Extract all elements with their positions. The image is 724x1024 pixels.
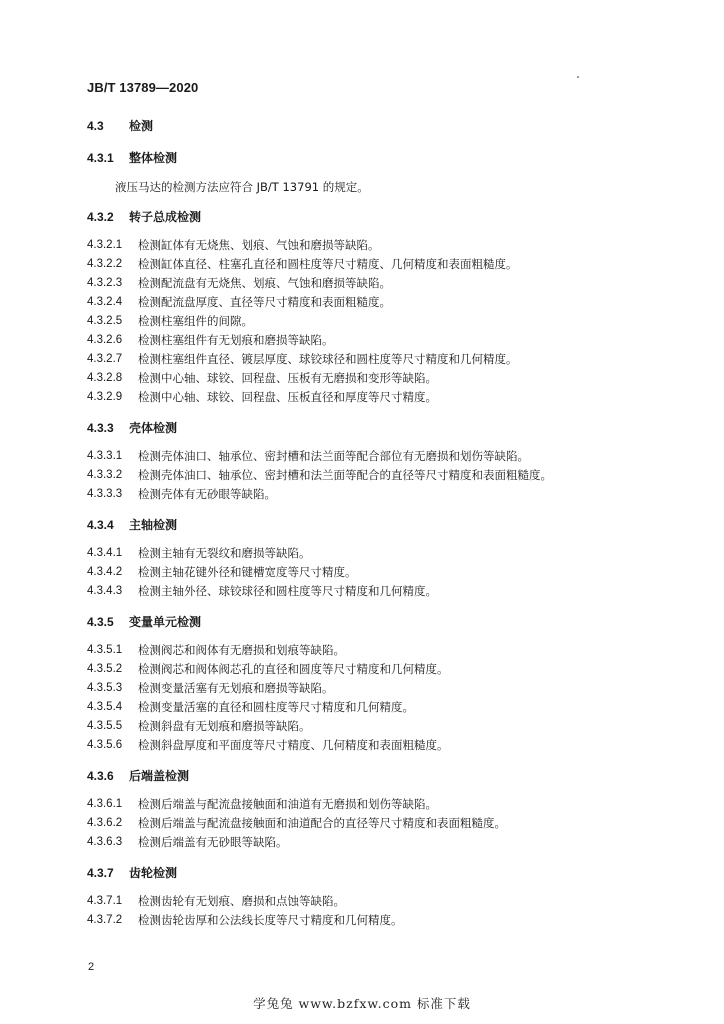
document-body xyxy=(87,117,647,929)
section-heading xyxy=(87,208,647,225)
clause-text: 检测斜盘有无划痕和磨损等缺陷。 xyxy=(138,718,311,733)
clause-number: 4.3.2.2 xyxy=(87,257,123,270)
clause-number: 4.3.5.4 xyxy=(87,700,123,713)
section-4-3-3 xyxy=(87,419,647,503)
section-title: 后端盖检测 xyxy=(129,769,190,783)
clause-item xyxy=(87,543,647,562)
section-4-3-1 xyxy=(87,149,647,195)
clause-item xyxy=(87,678,647,697)
clause-number: 4.3.5.5 xyxy=(87,719,123,732)
clause-number: 4.3.6.1 xyxy=(87,797,123,810)
clause-list xyxy=(87,640,647,754)
section-number: 4.3.7 xyxy=(87,865,114,880)
clause-item xyxy=(87,813,647,832)
section-title: 转子总成检测 xyxy=(129,210,202,224)
clause-item xyxy=(87,581,647,600)
clause-text: 检测齿轮齿厚和公法线长度等尺寸精度和几何精度。 xyxy=(138,912,403,927)
clause-number: 4.3.5.3 xyxy=(87,681,123,694)
section-heading xyxy=(87,117,647,134)
clause-text: 检测阀芯和阀体阀芯孔的直径和圆度等尺寸精度和几何精度。 xyxy=(138,661,449,676)
clause-text: 检测柱塞组件直径、镀层厚度、球铰球径和圆柱度等尺寸精度和几何精度。 xyxy=(138,351,518,366)
section-4-3 xyxy=(87,117,647,134)
section-4-3-4 xyxy=(87,516,647,600)
clause-text: 检测后端盖与配流盘接触面和油道有无磨损和划伤等缺陷。 xyxy=(138,796,437,811)
clause-list xyxy=(87,235,647,406)
section-heading xyxy=(87,516,647,533)
clause-item xyxy=(87,387,647,406)
scan-speck xyxy=(577,76,579,78)
clause-item xyxy=(87,446,647,465)
clause-item xyxy=(87,910,647,929)
section-number: 4.3 xyxy=(87,118,104,133)
clause-item xyxy=(87,292,647,311)
section-number: 4.3.2 xyxy=(87,209,114,224)
clause-item xyxy=(87,891,647,910)
clause-text: 检测缸体直径、柱塞孔直径和圆柱度等尺寸精度、几何精度和表面粗糙度。 xyxy=(138,256,518,271)
clause-number: 4.3.7.1 xyxy=(87,894,123,907)
section-number: 4.3.3 xyxy=(87,420,114,435)
clause-text: 检测壳体油口、轴承位、密封槽和法兰面等配合部位有无磨损和划伤等缺陷。 xyxy=(138,448,529,463)
clause-number: 4.3.5.6 xyxy=(87,738,123,751)
clause-item xyxy=(87,254,647,273)
clause-text: 检测壳体油口、轴承位、密封槽和法兰面等配合的直径等尺寸精度和表面粗糙度。 xyxy=(138,467,552,482)
clause-item xyxy=(87,349,647,368)
clause-text: 检测后端盖有无砂眼等缺陷。 xyxy=(138,834,288,849)
clause-number: 4.3.2.3 xyxy=(87,276,123,289)
section-4-3-7 xyxy=(87,864,647,929)
clause-item xyxy=(87,716,647,735)
section-title: 壳体检测 xyxy=(129,421,178,435)
section-heading xyxy=(87,149,647,166)
section-heading xyxy=(87,767,647,784)
clause-number: 4.3.2.7 xyxy=(87,352,123,365)
clause-item xyxy=(87,832,647,851)
section-heading xyxy=(87,419,647,436)
clause-text: 检测缸体有无烧焦、划痕、气蚀和磨损等缺陷。 xyxy=(138,237,380,252)
clause-text: 检测变量活塞有无划痕和磨损等缺陷。 xyxy=(138,680,334,695)
clause-number: 4.3.2.5 xyxy=(87,314,123,327)
clause-item xyxy=(87,794,647,813)
clause-item xyxy=(87,330,647,349)
clause-text: 检测斜盘厚度和平面度等尺寸精度、几何精度和表面粗糙度。 xyxy=(138,737,449,752)
clause-number: 4.3.7.2 xyxy=(87,913,123,926)
clause-list xyxy=(87,543,647,600)
clause-number: 4.3.3.3 xyxy=(87,487,123,500)
clause-item xyxy=(87,465,647,484)
clause-number: 4.3.3.2 xyxy=(87,468,123,481)
section-number: 4.3.1 xyxy=(87,150,114,165)
clause-number: 4.3.2.4 xyxy=(87,295,123,308)
clause-text: 检测柱塞组件的间隙。 xyxy=(138,313,253,328)
section-heading xyxy=(87,613,647,630)
page-number: 2 xyxy=(88,961,95,973)
clause-text: 检测配流盘厚度、直径等尺寸精度和表面粗糙度。 xyxy=(138,294,391,309)
clause-number: 4.3.4.3 xyxy=(87,584,123,597)
clause-item xyxy=(87,273,647,292)
clause-number: 4.3.6.3 xyxy=(87,835,123,848)
clause-number: 4.3.2.8 xyxy=(87,371,123,384)
section-4-3-2 xyxy=(87,208,647,406)
clause-text: 检测配流盘有无烧焦、划痕、气蚀和磨损等缺陷。 xyxy=(138,275,391,290)
clause-item xyxy=(87,659,647,678)
section-title: 变量单元检测 xyxy=(129,615,202,629)
section-title: 检测 xyxy=(129,119,154,133)
watermark-text: 学兔兔 www.bzfxw.com 标准下载 xyxy=(253,996,471,1011)
standard-code: JB/T 13789—2020 xyxy=(87,80,199,95)
section-number: 4.3.4 xyxy=(87,517,114,532)
clause-text: 检测主轴有无裂纹和磨损等缺陷。 xyxy=(138,545,311,560)
clause-number: 4.3.2.9 xyxy=(87,390,123,403)
clause-text: 检测柱塞组件有无划痕和磨损等缺陷。 xyxy=(138,332,334,347)
section-number: 4.3.5 xyxy=(87,614,114,629)
clause-number: 4.3.5.1 xyxy=(87,643,123,656)
clause-item xyxy=(87,484,647,503)
clause-item xyxy=(87,640,647,659)
section-title: 齿轮检测 xyxy=(129,866,178,880)
clause-number: 4.3.2.6 xyxy=(87,333,123,346)
clause-list xyxy=(87,891,647,929)
section-title: 整体检测 xyxy=(129,151,178,165)
section-4-3-5 xyxy=(87,613,647,754)
clause-number: 4.3.4.1 xyxy=(87,546,123,559)
clause-list xyxy=(87,794,647,851)
clause-number: 4.3.2.1 xyxy=(87,238,123,251)
section-heading xyxy=(87,864,647,881)
clause-number: 4.3.5.2 xyxy=(87,662,123,675)
section-number: 4.3.6 xyxy=(87,768,114,783)
clause-list xyxy=(87,446,647,503)
clause-item xyxy=(87,368,647,387)
clause-text: 检测后端盖与配流盘接触面和油道配合的直径等尺寸精度和表面粗糙度。 xyxy=(138,815,506,830)
clause-item xyxy=(87,735,647,754)
clause-text: 检测主轴外径、球铰球径和圆柱度等尺寸精度和几何精度。 xyxy=(138,583,437,598)
section-4-3-6 xyxy=(87,767,647,851)
clause-item xyxy=(87,697,647,716)
clause-number: 4.3.3.1 xyxy=(87,449,123,462)
clause-item xyxy=(87,311,647,330)
clause-text: 检测变量活塞的直径和圆柱度等尺寸精度和几何精度。 xyxy=(138,699,414,714)
clause-text: 检测壳体有无砂眼等缺陷。 xyxy=(138,486,276,501)
clause-number: 4.3.4.2 xyxy=(87,565,123,578)
clause-text: 检测阀芯和阀体有无磨损和划痕等缺陷。 xyxy=(138,642,345,657)
clause-text: 检测中心轴、球铰、回程盘、压板直径和厚度等尺寸精度。 xyxy=(138,389,437,404)
clause-item xyxy=(87,562,647,581)
clause-item xyxy=(87,235,647,254)
section-intro: 液压马达的检测方法应符合 JB/T 13791 的规定。 xyxy=(115,179,369,194)
clause-text: 检测主轴花键外径和键槽宽度等尺寸精度。 xyxy=(138,564,357,579)
section-title: 主轴检测 xyxy=(129,518,178,532)
clause-number: 4.3.6.2 xyxy=(87,816,123,829)
clause-text: 检测齿轮有无划痕、磨损和点蚀等缺陷。 xyxy=(138,893,345,908)
clause-text: 检测中心轴、球铰、回程盘、压板有无磨损和变形等缺陷。 xyxy=(138,370,437,385)
